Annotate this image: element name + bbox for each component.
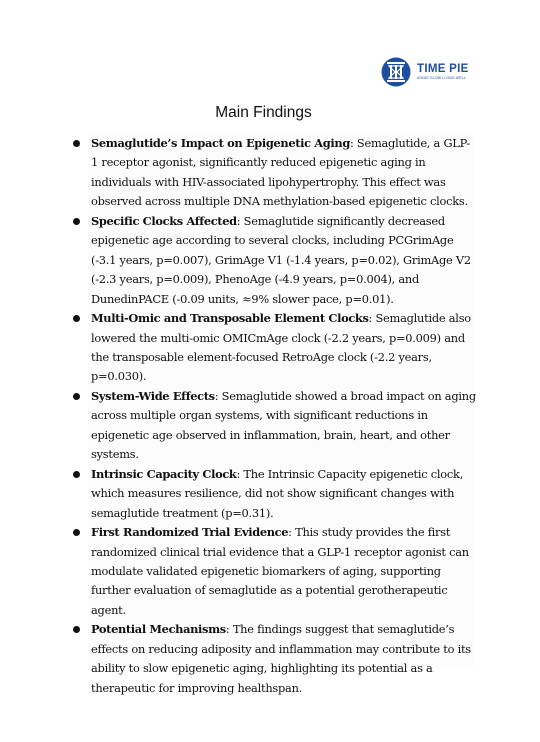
bullet-icon xyxy=(73,140,80,147)
finding-text: : Semaglutide also lowered the multi-omic OMICmAge clock (-2.2 years, p=0.009) and the transposable element-focused RetroAge clock (-2.2 years, p=0.030). xyxy=(91,311,471,384)
page-title: Main Findings xyxy=(215,104,312,121)
finding-item xyxy=(91,309,476,387)
finding-heading: System-Wide Effects xyxy=(91,388,215,403)
finding-heading: Intrinsic Capacity Clock xyxy=(91,466,237,481)
findings-list xyxy=(91,134,476,698)
finding-text: : This study provides the first randomized clinical trial evidence that a GLP-1 receptor agonist can modulate validated epigenetic biomarkers of aging, supporting further evaluation of semaglutide as a potential gerotherapeutic agent. xyxy=(91,525,469,617)
finding-text: : The findings suggest that semaglutide’s effects on reducing adiposity and inflammation may contribute to its ability to slow epigenetic aging, highlighting its potential as a therapeutic for improving healthspan. xyxy=(91,622,471,695)
bullet-icon xyxy=(73,626,80,633)
finding-text: : Semaglutide significantly decreased epigenetic age according to several clocks, including PCGrimAge (-3.1 years, p=0.007), GrimAge V1 (-1.4 years, p=0.02), GrimAge V2 (-2.3 years, p=0.009), PhenoAge (-4.9 years, p=0.004), and DunedinPACE (-0.09 units, ≈9% slower pace, p=0.01). xyxy=(91,213,471,306)
hourglass-logo-icon xyxy=(381,57,411,87)
bullet-icon xyxy=(73,529,80,536)
brand-tagline: AGING SLOW LIVING WELL xyxy=(417,76,466,80)
finding-item xyxy=(91,387,476,465)
finding-heading: Multi-Omic and Transposable Element Clocks xyxy=(91,311,369,326)
finding-item xyxy=(91,465,476,523)
finding-heading: Potential Mechanisms xyxy=(91,622,226,637)
bullet-icon xyxy=(73,315,80,322)
brand-logo xyxy=(381,57,469,87)
finding-text: : Semaglutide showed a broad impact on aging across multiple organ systems, with significant reductions in epigenetic age observed in inflammation, brain, heart, and other systems. xyxy=(91,388,476,462)
bullet-icon xyxy=(73,471,80,478)
finding-heading: Specific Clocks Affected xyxy=(91,213,237,228)
finding-text: : Semaglutide, a GLP-1 receptor agonist, significantly reduced epigenetic aging in individuals with HIV-associated lipohypertrophy. This effect was observed across multiple DNA methylation-based epigenetic clocks. xyxy=(91,136,471,209)
finding-heading: First Randomized Trial Evidence xyxy=(91,525,289,540)
finding-item xyxy=(91,134,476,212)
bullet-icon xyxy=(73,393,80,400)
brand-name: TIME PIE xyxy=(417,63,469,75)
finding-heading: Semaglutide’s Impact on Epigenetic Aging xyxy=(91,136,350,150)
finding-item xyxy=(91,523,476,620)
bullet-icon xyxy=(73,218,80,225)
finding-text: : The Intrinsic Capacity epigenetic clock, which measures resilience, did not show significant changes with semaglutide treatment (p=0.31). xyxy=(91,466,464,520)
finding-item xyxy=(91,212,476,309)
finding-item xyxy=(91,620,476,698)
